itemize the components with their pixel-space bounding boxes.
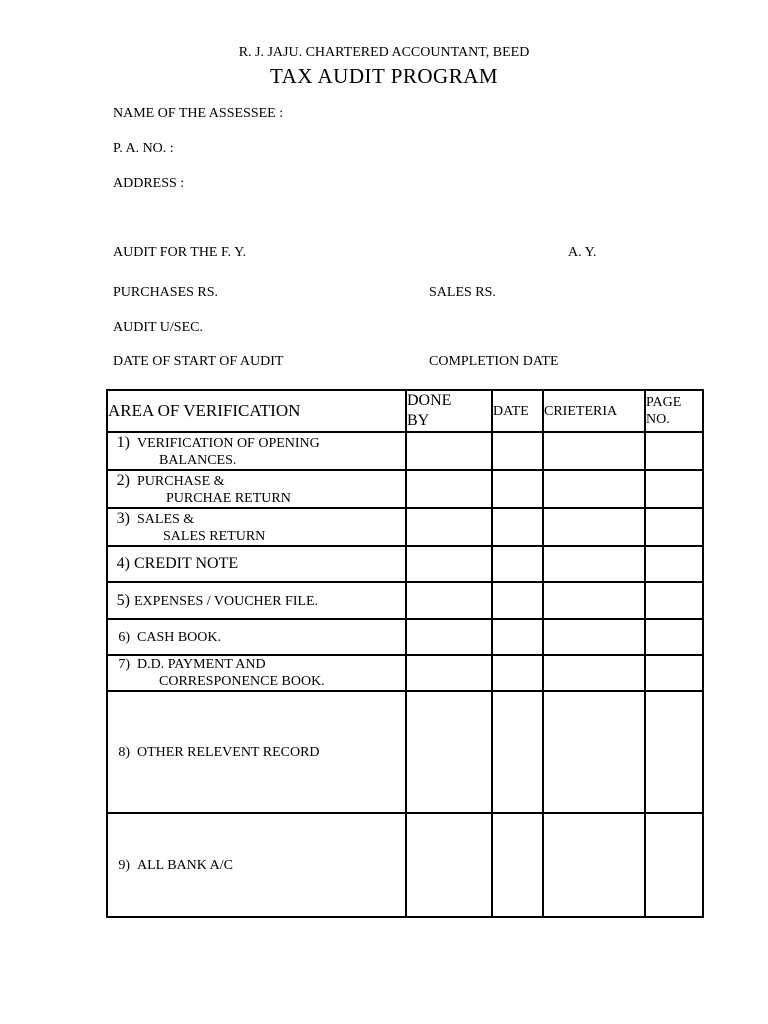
audit-usec-label: AUDIT U/SEC. [113, 320, 203, 335]
table-row [107, 508, 703, 546]
row-7-criteria-cell[interactable] [543, 655, 645, 691]
row-6-date-cell[interactable] [492, 619, 543, 655]
document-title: TAX AUDIT PROGRAM [269, 64, 499, 88]
header-page-no: PAGE NO. [645, 390, 703, 432]
row-1-criteria-cell[interactable] [543, 432, 645, 470]
header-done-by: DONE BY [406, 390, 492, 432]
row-7-done-by-cell[interactable] [406, 655, 492, 691]
table-row [107, 432, 703, 470]
pan-label: P. A. NO. : [113, 141, 174, 156]
row-5-area: 5) EXPENSES / VOUCHER FILE. [107, 582, 406, 619]
row-4-criteria-cell[interactable] [543, 546, 645, 582]
row-9-page-cell[interactable] [645, 813, 703, 917]
row-1-date-cell[interactable] [492, 432, 543, 470]
row-4-date-cell[interactable] [492, 546, 543, 582]
table-row [107, 582, 703, 619]
row-8-page-cell[interactable] [645, 691, 703, 813]
table-header-row [107, 390, 703, 432]
row-2-criteria-cell[interactable] [543, 470, 645, 508]
row-2-area: 2) PURCHASE & PURCHAE RETURN [107, 470, 406, 508]
row-1-page-cell[interactable] [645, 432, 703, 470]
row-6-criteria-cell[interactable] [543, 619, 645, 655]
row-8-date-cell[interactable] [492, 691, 543, 813]
row-2-done-by-cell[interactable] [406, 470, 492, 508]
start-date-label: DATE OF START OF AUDIT [113, 354, 284, 369]
row-3-page-cell[interactable] [645, 508, 703, 546]
row-1-done-by-cell[interactable] [406, 432, 492, 470]
row-4-page-cell[interactable] [645, 546, 703, 582]
header-date: DATE [492, 390, 543, 432]
row-6-page-cell[interactable] [645, 619, 703, 655]
firm-name: R. J. JAJU. CHARTERED ACCOUNTANT, BEED [238, 45, 530, 60]
audit-fy-label: AUDIT FOR THE F. Y. [113, 245, 246, 260]
purchases-label: PURCHASES RS. [113, 285, 219, 300]
row-8-criteria-cell[interactable] [543, 691, 645, 813]
header-area-of-verification: AREA OF VERIFICATION [107, 390, 406, 432]
address-label: ADDRESS : [113, 176, 185, 191]
completion-date-label: COMPLETION DATE [429, 354, 559, 369]
header-criteria: CRIETERIA [543, 390, 645, 432]
row-9-done-by-cell[interactable] [406, 813, 492, 917]
row-3-criteria-cell[interactable] [543, 508, 645, 546]
table-row [107, 655, 703, 691]
row-4-done-by-cell[interactable] [406, 546, 492, 582]
row-3-done-by-cell[interactable] [406, 508, 492, 546]
verification-table [106, 389, 704, 918]
row-9-date-cell[interactable] [492, 813, 543, 917]
assessee-name-label: NAME OF THE ASSESSEE : [113, 106, 284, 121]
table-row [107, 691, 703, 813]
table-row [107, 546, 703, 582]
row-8-done-by-cell[interactable] [406, 691, 492, 813]
row-4-area: 4) CREDIT NOTE [107, 546, 406, 582]
row-5-criteria-cell[interactable] [543, 582, 645, 619]
ay-label: A. Y. [568, 245, 597, 260]
row-7-area: 7) D.D. PAYMENT AND CORRESPONENCE BOOK. [107, 655, 406, 691]
row-1-area: 1) VERIFICATION OF OPENING BALANCES. [107, 432, 406, 470]
row-6-done-by-cell[interactable] [406, 619, 492, 655]
table-row [107, 619, 703, 655]
sales-label: SALES RS. [429, 285, 496, 300]
row-5-done-by-cell[interactable] [406, 582, 492, 619]
row-3-date-cell[interactable] [492, 508, 543, 546]
row-6-area: 6) CASH BOOK. [107, 619, 406, 655]
table-row [107, 470, 703, 508]
row-7-page-cell[interactable] [645, 655, 703, 691]
row-9-criteria-cell[interactable] [543, 813, 645, 917]
row-2-date-cell[interactable] [492, 470, 543, 508]
row-9-area: 9) ALL BANK A/C [107, 813, 406, 917]
row-2-page-cell[interactable] [645, 470, 703, 508]
row-8-area: 8) OTHER RELEVENT RECORD [107, 691, 406, 813]
row-3-area: 3) SALES & SALES RETURN [107, 508, 406, 546]
table-row [107, 813, 703, 917]
row-5-date-cell[interactable] [492, 582, 543, 619]
row-7-date-cell[interactable] [492, 655, 543, 691]
row-5-page-cell[interactable] [645, 582, 703, 619]
